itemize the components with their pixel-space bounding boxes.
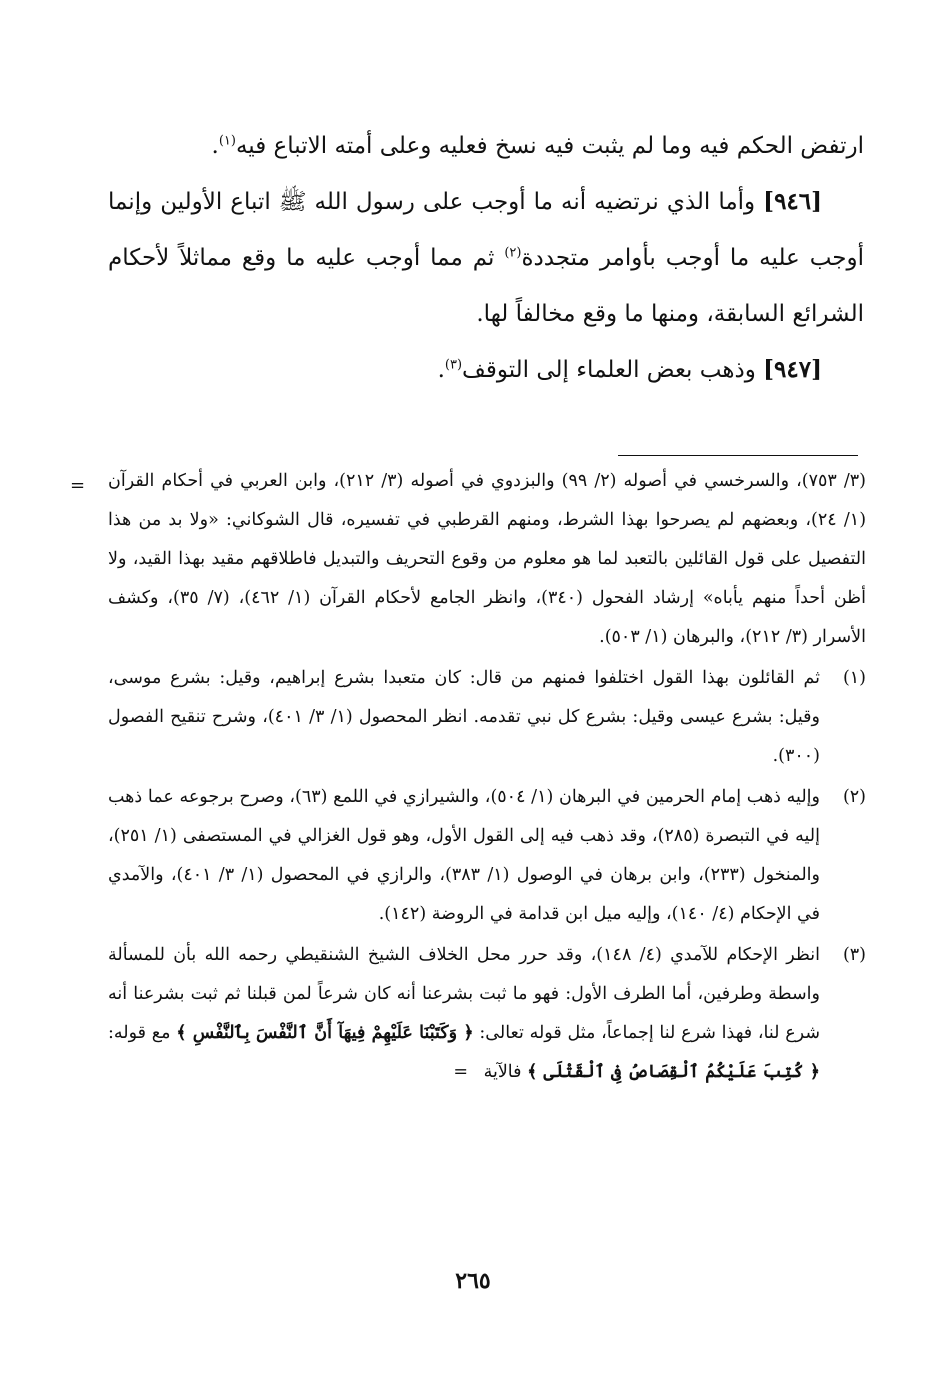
- paragraph-947-end: .: [437, 357, 445, 383]
- footnote-2: [108, 778, 866, 934]
- quran-verse-1: ﴿ وَكَتَبْنَا عَلَيْهِمْ فِيهَآ أَنَّ ٱلنَّفْسَ بِٱلنَّفْسِ ﴾: [176, 1023, 474, 1043]
- paragraph-946: [108, 174, 864, 342]
- footnotes: [70, 462, 867, 1094]
- page-number: ٢٦٥: [455, 1268, 491, 1294]
- footnote-1: [108, 659, 866, 776]
- footnote-ref-2[interactable]: (٢): [504, 245, 522, 261]
- paragraph-number-946: [٩٤٦]: [763, 188, 823, 215]
- footnote-3-tail: فالآية: [483, 1062, 522, 1082]
- footnote-3-marker: (٣): [842, 945, 866, 965]
- paragraph-1: [108, 118, 864, 174]
- footnote-ref-3[interactable]: (٣): [444, 357, 463, 373]
- paragraph-1-text: ارتفض الحكم فيه وما لم يثبت فيه نسخ فعليه وعلى أمته الاتباع فيه: [235, 133, 864, 159]
- paragraph-947: [108, 342, 864, 398]
- footnote-2-marker: (٢): [842, 787, 866, 807]
- footnote-3-connector: مع قوله:: [108, 1023, 171, 1043]
- footnote-1-marker: (١): [842, 668, 866, 688]
- footnote-separator: [618, 455, 858, 456]
- footnote-1-text: ثم القائلون بهذا القول اختلفوا فمنهم من قال: كان متعبدا بشرع إبراهيم، وقيل: بشرع موسى، وقيل: بشرع عيسى وقيل: بشرع كل نبي تقدمه. انظر المحصول (١/ ٣/ ٤٠١)، وشرح تنقيح الفصول (٣٠٠).: [108, 668, 820, 766]
- footnote-3-continues-mark: =: [453, 1062, 468, 1082]
- paragraph-947-text: وذهب بعض العلماء إلى التوقف: [462, 357, 756, 383]
- continuation-mark: =: [70, 475, 86, 496]
- footnote-3: [108, 936, 866, 1092]
- footnote-3-text: انظر الإحكام للآمدي (٤/ ١٤٨)، وقد حرر محل الخلاف الشيخ الشنقيطي رحمه الله بأن للمسألة واسطة وطرفين، أما الطرف الأول: فهو ما ثبت بشرعنا أنه كان شرعاً لمن قبلنا ثم ثبت بشرعنا أنه شرع لنا، فهذا شرع لنا إجماعاً، مثل قوله تعالى:: [108, 945, 820, 1043]
- footnote-ref-1[interactable]: (١): [218, 133, 236, 149]
- quran-verse-2: ﴿ كُتِبَ عَلَيْكُمُ ٱلْقِصَاصُ فِى ٱلْقَتْلَى ﴾: [527, 1062, 820, 1082]
- paragraph-number-947: [٩٤٧]: [763, 356, 822, 383]
- main-text: [108, 118, 864, 398]
- paragraph-946-text-b: ثم مما أوجب عليه ما وقع مماثلاً لأحكام الشرائع السابقة، ومنها ما وقع مخالفاً لها.: [108, 245, 864, 327]
- footnote-2-text: وإليه ذهب إمام الحرمين في البرهان (١/ ٥٠٤)، والشيرازي في اللمع (٦٣)، وصرح برجوعه عما ذهب إليه في التبصرة (٢٨٥)، وقد ذهب فيه إلى القول الأول، وهو قول الغزالي في المستصفى (١/ ٢٥١)، والمنخول (٢٣٣)، وابن برهان في الوصول (١/ ٣٨٣)، والرازي في المحصول (١/ ٣/ ٤٠١)، والآمدي في الإحكام (٤/ ١٤٠)، وإليه ميل ابن قدامة في الروضة (١٤٢).: [108, 787, 820, 924]
- footnote-continuation: [70, 462, 867, 657]
- paragraph-946-text-a: وأما الذي نرتضيه أنه ما أوجب على رسول الله ﷺ اتباع الأولين وإنما أوجب عليه ما أوجب بأوامر متجددة: [108, 189, 865, 271]
- paragraph-1-end: .: [211, 133, 219, 159]
- footnote-continuation-text: (٣/ ٧٥٣)، والسرخسي في أصوله (٢/ ٩٩) والبزدوي في أصوله (٣/ ٢١٢)، وابن العربي في أحكام القرآن (١/ ٢٤)، وبعضهم لم يصرحوا بهذا الشرط، ومنهم القرطبي في تفسيره، قال الشوكاني: «ولا بد من هذا التفصيل على قول القائلين بالتعبد لما هو معلوم من وقوع التحريف والتبديل فاطلاقهم مقيد بهذا القيد، ولا أظن أحداً منهم يأباه» إرشاد الفحول (٣٤٠)، وانظر الجامع لأحكام القرآن (١/ ٤٦٢)، (٧/ ٣٥)، وكشف الأسرار (٣/ ٢١٢)، والبرهان (١/ ٥٠٣).: [108, 471, 867, 647]
